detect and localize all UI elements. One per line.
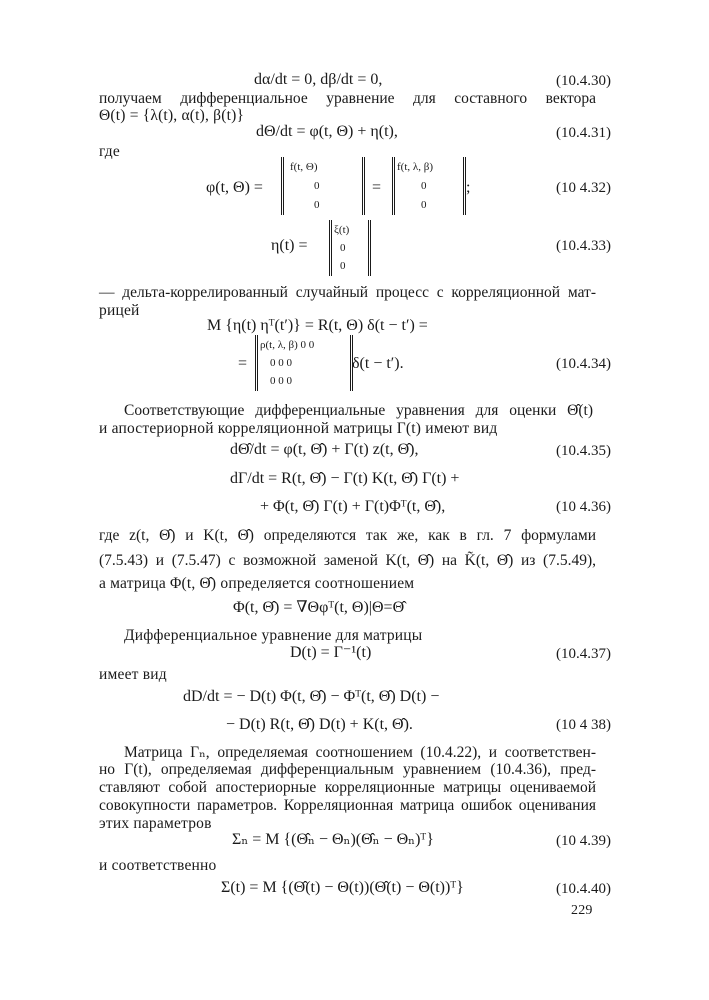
equation-number: (10.4.30) bbox=[556, 73, 611, 89]
equation-10-4-32-lhs: φ(t, Θ) = bbox=[206, 179, 263, 196]
text-line: этих параметров bbox=[99, 815, 212, 832]
text-line: и апостериорной корреляционной матрицы Γ(t) имеют вид bbox=[99, 420, 498, 437]
equation-number: (10.4.40) bbox=[556, 881, 611, 897]
text-line: Соответствующие дифференциальные уравнения для оценки Θ̂(t) bbox=[124, 402, 593, 419]
equation-phi: Φ(t, Θ̂) = ∇Θφᵀ(t, Θ)|Θ=Θ̂ bbox=[233, 599, 405, 616]
matrix-cell: 0 bbox=[314, 180, 320, 192]
equation-number: (10.4.37) bbox=[556, 646, 611, 662]
text-line: но Γ(t), определяемая дифференциальным уравнением (10.4.36), пред- bbox=[99, 761, 596, 778]
equation-number: (10.4.35) bbox=[556, 443, 611, 459]
equation-10-4-31: dΘ/dt = φ(t, Θ) + η(t), bbox=[256, 123, 398, 140]
matrix-cell: 0 0 0 bbox=[270, 375, 292, 387]
equation-10-4-36-line1: dΓ/dt = R(t, Θ̂) − Γ(t) K(t, Θ̂) Γ(t) + bbox=[230, 470, 460, 487]
matrix-f-lambda-beta bbox=[392, 157, 466, 215]
equation-10-4-36-line2: + Φ(t, Θ̂) Γ(t) + Γ(t)Φᵀ(t, Θ̂), bbox=[260, 498, 446, 515]
page-number: 229 bbox=[571, 903, 593, 918]
text-line: ставляют собой апостериорные корреляционные матрицы оцениваемой bbox=[99, 779, 596, 796]
matrix-cell: 0 bbox=[421, 199, 427, 211]
equation-number: (10.4.33) bbox=[556, 238, 611, 254]
text-line: Матрица Γₙ, определяемая соотношением (10.4.22), и соответствен- bbox=[124, 744, 596, 761]
matrix-f bbox=[281, 157, 365, 215]
equation-sign: = bbox=[238, 355, 248, 372]
text-line: — дельта-коррелированный случайный процесс с корреляционной мат- bbox=[99, 284, 596, 301]
matrix-cell: ξ(t) bbox=[334, 224, 350, 236]
equation-10-4-35: dΘ̂/dt = φ(t, Θ̂) + Γ(t) z(t, Θ̂), bbox=[230, 441, 419, 458]
equation-10-4-39: Σₙ = M {(Θ̂ₙ − Θₙ)(Θ̂ₙ − Θₙ)ᵀ} bbox=[232, 831, 434, 848]
equation-number: (10.4.34) bbox=[556, 356, 611, 372]
text-line: рицей bbox=[99, 302, 140, 319]
text-line: совокупности параметров. Корреляционная матрица ошибок оценивания bbox=[99, 797, 596, 814]
equation-10-4-38-line2: − D(t) R(t, Θ̂) D(t) + K(t, Θ̂). bbox=[226, 716, 413, 733]
equation-number: (10 4.32) bbox=[556, 180, 611, 196]
text-line: а матрица Φ(t, Θ̂) определяется соотношением bbox=[99, 575, 415, 592]
matrix-cell: f(t, Θ) bbox=[290, 161, 318, 173]
text-line: где z(t, Θ̂) и K(t, Θ̂) определяются так же, как в гл. 7 формулами bbox=[99, 527, 596, 544]
equation-number: (10.4.31) bbox=[556, 125, 611, 141]
text-line: и соответственно bbox=[99, 857, 217, 874]
text-line: Дифференциальное уравнение для матрицы bbox=[124, 627, 423, 644]
matrix-rho bbox=[255, 335, 353, 391]
matrix-cell: 0 bbox=[340, 260, 346, 272]
equation-10-4-34-line1: M {η(t) ηᵀ(t′)} = R(t, Θ) δ(t − t′) = bbox=[207, 317, 428, 334]
equation-10-4-30: dα/dt = 0, dβ/dt = 0, bbox=[254, 71, 383, 88]
matrix-cell: 0 0 0 bbox=[270, 357, 292, 369]
text-line: (7.5.43) и (7.5.47) с возможной заменой K(t, Θ̂) на K̃(t, Θ̂) из (7.5.49), bbox=[99, 552, 596, 569]
equation-10-4-33-lhs: η(t) = bbox=[271, 237, 308, 254]
equation-10-4-38-line1: dD/dt = − D(t) Φ(t, Θ̂) − Φᵀ(t, Θ̂) D(t) − bbox=[183, 688, 440, 705]
text-line: где bbox=[99, 143, 120, 160]
matrix-cell: 0 bbox=[421, 180, 427, 192]
equation-number: (10 4 38) bbox=[556, 717, 611, 733]
equation-10-4-37: D(t) = Γ⁻¹(t) bbox=[290, 644, 372, 661]
matrix-cell: f(t, λ, β) bbox=[397, 161, 433, 173]
equation-number: (10 4.39) bbox=[556, 833, 611, 849]
matrix-cell: ρ(t, λ, β) 0 0 bbox=[260, 339, 315, 351]
equation-number: (10 4.36) bbox=[556, 499, 611, 515]
equation-sign: = bbox=[372, 179, 382, 196]
matrix-xi bbox=[329, 220, 371, 276]
equation-10-4-34-tail: δ(t − t′). bbox=[352, 355, 404, 372]
text-line: Θ(t) = {λ(t), α(t), β(t)} bbox=[99, 107, 245, 124]
equation-10-4-40: Σ(t) = M {(Θ̂(t) − Θ(t))(Θ̂(t) − Θ(t))ᵀ} bbox=[221, 879, 464, 896]
text-line: получаем дифференциальное уравнение для составного вектора bbox=[99, 90, 596, 107]
equation-sign: ; bbox=[466, 179, 471, 196]
matrix-cell: 0 bbox=[340, 242, 346, 254]
text-line: имеет вид bbox=[99, 666, 167, 683]
matrix-cell: 0 bbox=[314, 199, 320, 211]
